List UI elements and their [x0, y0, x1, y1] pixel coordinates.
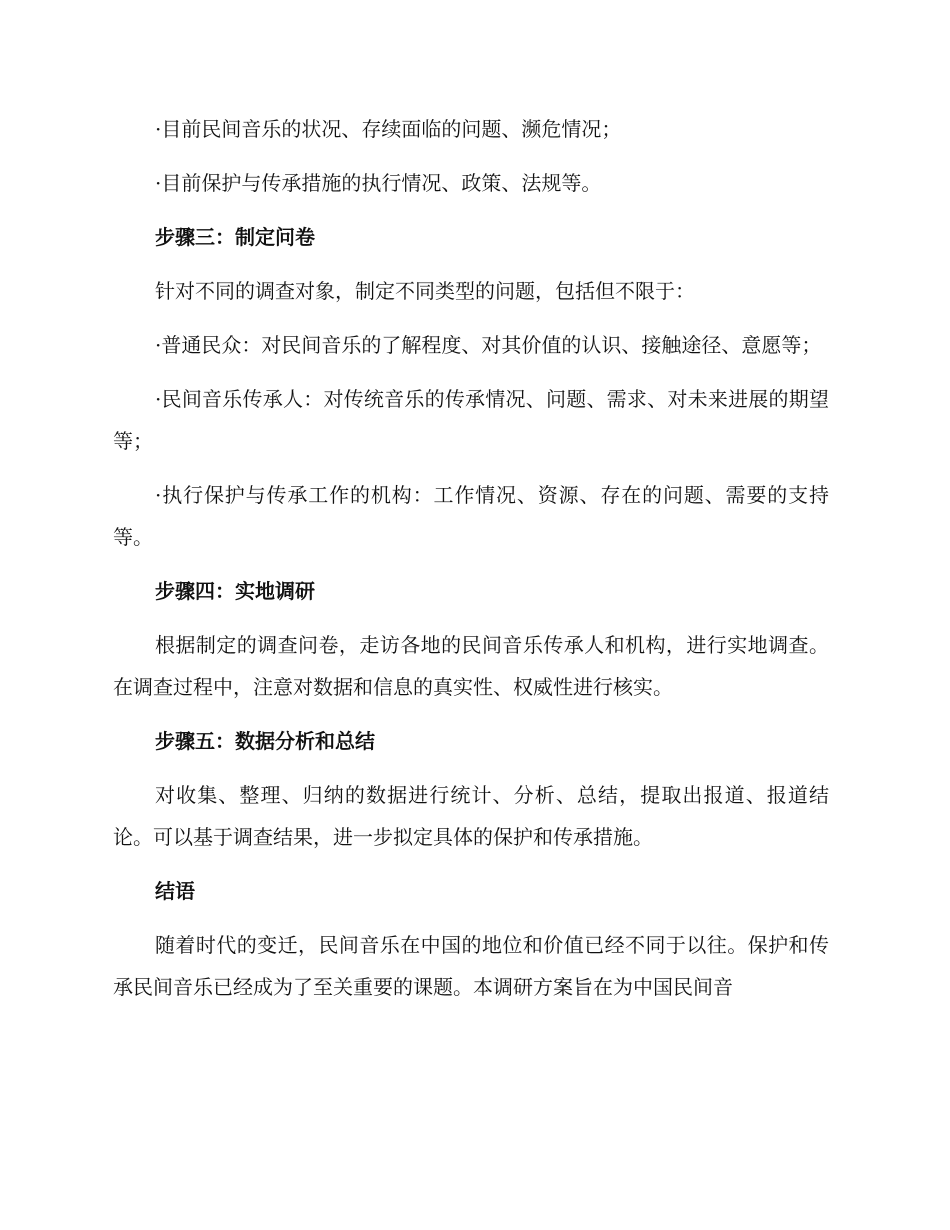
- body-paragraph: 针对不同的调查对象，制定不同类型的问题，包括但不限于：: [155, 279, 695, 303]
- bullet-paragraph: ·目前民间音乐的状况、存续面临的问题、濒危情况；: [155, 117, 622, 141]
- bullet-paragraph: ·民间音乐传承人：对传统音乐的传承情况、问题、需求、对未来进展的期望等；: [113, 387, 829, 453]
- bullet-paragraph: ·普通民众：对民间音乐的了解程度、对其价值的认识、接触途径、意愿等；: [155, 333, 822, 357]
- bullet-paragraph: ·执行保护与传承工作的机构：工作情况、资源、存在的问题、需要的支持等。: [113, 483, 829, 549]
- document-page: [113, 108, 829, 1020]
- section-heading: 步骤五：数据分析和总结: [155, 729, 375, 753]
- section-heading: 步骤三：制定问卷: [155, 225, 315, 249]
- body-paragraph: 对收集、整理、归纳的数据进行统计、分析、总结，提取出报道、报道结论。可以基于调查结果，进一步拟定具体的保护和传承措施。: [113, 783, 829, 849]
- body-paragraph: 随着时代的变迁，民间音乐在中国的地位和价值已经不同于以往。保护和传承民间音乐已经成为了至关重要的课题。本调研方案旨在为中国民间音: [113, 933, 829, 999]
- section-heading: 步骤四：实地调研: [155, 579, 315, 603]
- section-heading: 结语: [155, 879, 195, 903]
- body-paragraph: 根据制定的调查问卷，走访各地的民间音乐传承人和机构，进行实地调查。在调查过程中，注意对数据和信息的真实性、权威性进行核实。: [113, 633, 829, 699]
- bullet-paragraph: ·目前保护与传承措施的执行情况、政策、法规等。: [155, 171, 602, 195]
